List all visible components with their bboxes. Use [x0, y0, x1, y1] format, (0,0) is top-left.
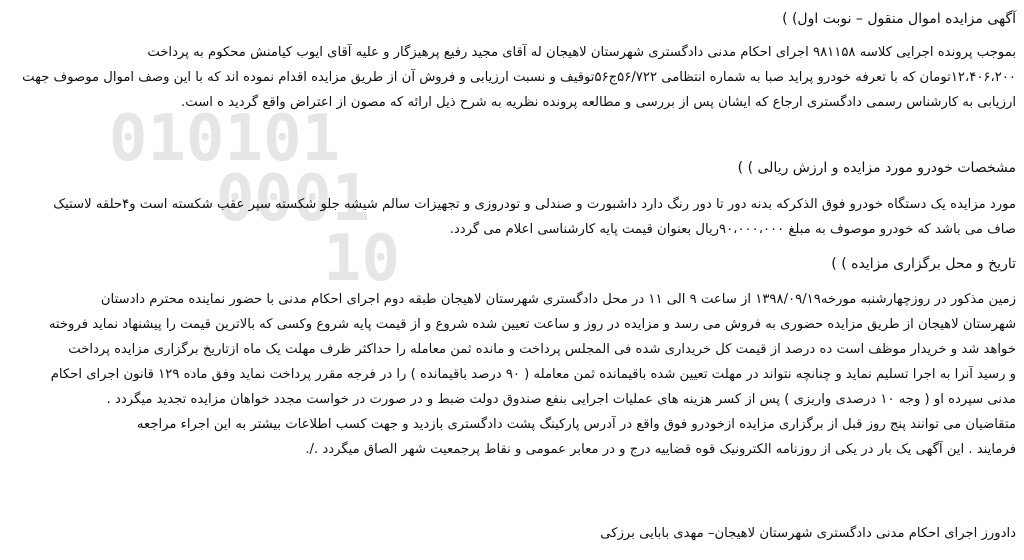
intro-line-2: ۱۲،۴۰۶،۲۰۰تومان که با تعرفه خودرو پراید صبا به شماره انتظامی ۵۶/۷۲۲ج۵۶توقیف و نسبت ارزیابی و فروش آن از طریق مزایده اقدام نموده اند که با این وصف اموال موصوف جهت: [22, 70, 1016, 85]
vehicle-specs-heading: مشخصات خودرو مورد مزایده و ارزش ریالی ) ): [737, 160, 1016, 176]
vehicle-line-2: صاف می باشد که خودرو موصوف به مبلغ ۹۰،۰۰۰،۰۰۰ریال بعنوان قیمت پایه کارشناسی اعلام می گردد.: [449, 222, 1016, 237]
schedule-line-4: و رسید آنرا به اجرا تسلیم نماید و چنانچه نتواند در مهلت تعیین شده باقیمانده ثمن معامله ( ۹۰ درصد باقیمانده ) را در فرجه مقرر پرداخت نماید وفق ماده ۱۲۹ قانون اجرای احکام: [50, 367, 1016, 382]
intro-line-3: ارزیابی به کارشناس رسمی دادگستری ارجاع که ایشان پس از بررسی و مطالعه پرونده نظریه به شرح ذیل ارائه که مصون از اعتراض واقع گردید ه است.: [181, 95, 1016, 110]
svg-text:0001: 0001: [215, 162, 370, 236]
svg-text:010101: 010101: [108, 102, 340, 176]
signature-line: دادورز اجرای احکام مدنی دادگستری شهرستان لاهیجان– مهدی بابایی برزکی: [600, 526, 1016, 541]
schedule-line-7: فرمایند . این آگهی یک بار در یکی از روزنامه الکترونیک قوه قضاییه درج و در معابر عمومی و نقاط پرجمعیت شهر الصاق میگردد ./.: [305, 442, 1016, 457]
schedule-line-5: مدنی سپرده او ( وجه ۱۰ درصدی واریزی ) پس از کسر هزینه های عملیات اجرایی بنفع صندوق دولت ضبط و در صورت در خواست مجدد خواهان مزایده تجدید میگردد .: [106, 392, 1016, 407]
schedule-line-6: متقاضیان می توانند پنج روز قبل از برگزاری مزایده ازخودرو فوق واقع در آدرس پارکینگ پشت دادگستری بازدید و جهت کسب اطلاعات بیشتر به این اجراء مراجعه: [136, 417, 1016, 432]
notice-title: آگهی مزایده اموال منقول – نوبت اول) ): [782, 11, 1016, 27]
vehicle-line-1: مورد مزایده یک دستگاه خودرو فوق الذکرکه بدنه دور تا دور رنگ دارد داشبورت و صندلی و تودروزی و تجهیزات سالم شیشه جلو شکسته سپر عقب شکسته است و۴حلقه لاستیک: [53, 197, 1016, 212]
intro-line-1: بموجب پرونده اجرایی کلاسه ۹۸۱۱۵۸ اجرای احکام مدنی دادگستری شهرستان لاهیجان له آقای مجید رفیع پرهیزگار و علیه آقای ایوب کیامنش محکوم به پرداخت: [147, 45, 1016, 60]
schedule-line-2: شهرستان لاهیجان از طریق مزایده حضوری به فروش می رسد و مزایده در روز و ساعت تعیین شده شروع و از قیمت پایه شروع وکسی که بالاترین قیمت را پیشنهاد نماید فروخته: [48, 317, 1016, 332]
schedule-heading: تاریخ و محل برگزاری مزایده ) ): [831, 256, 1016, 272]
schedule-line-3: خواهد شد و خریدار موظف است ده درصد از قیمت کل خریداری شده فی المجلس پرداخت و مانده ثمن معامله را حداکثر ظرف مهلت یک ماه ازتاریخ برگزاری مزایده پرداخت: [68, 342, 1016, 357]
svg-text:10: 10: [322, 222, 400, 296]
schedule-line-1: زمین مذکور در روزچهارشنبه مورخه۱۳۹۸/۰۹/۱۹ از ساعت ۹ الی ۱۱ در محل دادگستری شهرستان لاهیجان طبقه دوم اجرای احکام مدنی با حضور نماینده محترم دادستان: [100, 292, 1016, 307]
